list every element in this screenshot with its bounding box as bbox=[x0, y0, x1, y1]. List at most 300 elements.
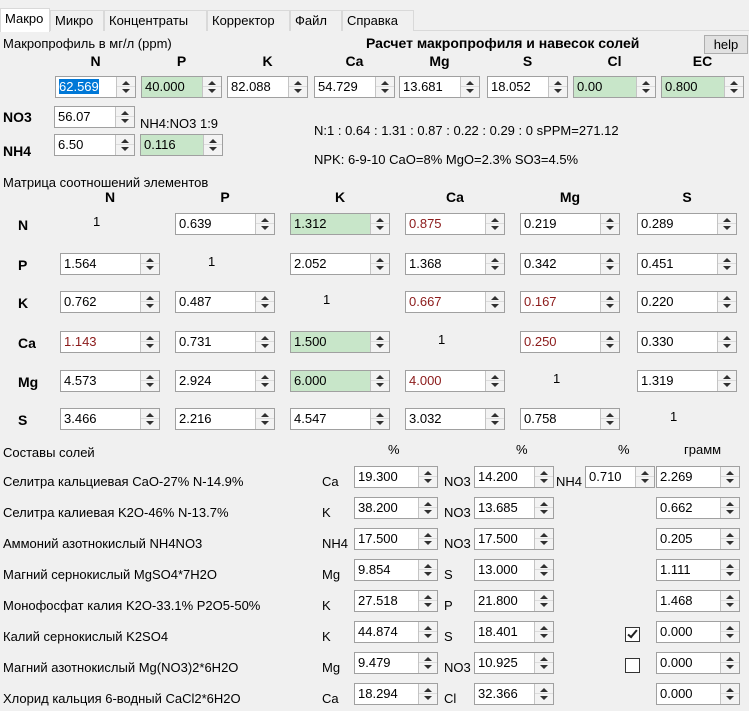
salt-element-1: Ca bbox=[322, 691, 339, 706]
matrix-title: Матрица соотношений элементов bbox=[3, 175, 209, 190]
arrow-up-icon bbox=[726, 564, 734, 568]
arrow-up-icon bbox=[540, 626, 548, 630]
arrow-down-icon bbox=[491, 304, 499, 308]
salt-value-1[interactable]: 44.874 bbox=[354, 621, 438, 643]
macro-col-ec: EC bbox=[692, 53, 713, 69]
spinner-buttons[interactable] bbox=[370, 371, 389, 391]
arrow-up-icon bbox=[424, 657, 432, 661]
arrow-down-icon bbox=[121, 119, 129, 123]
arrow-down-icon bbox=[723, 344, 731, 348]
arrow-down-icon bbox=[540, 603, 548, 607]
macro-col-k: K bbox=[262, 53, 273, 69]
salt-value-1[interactable]: 18.294 bbox=[354, 683, 438, 705]
matrix-col-n: N bbox=[104, 189, 116, 205]
matrix-cell-ca-k[interactable]: 1.500 bbox=[290, 331, 390, 353]
arrow-up-icon bbox=[606, 413, 614, 417]
matrix-col-p: P bbox=[220, 189, 230, 205]
tab-micro[interactable]: Микро bbox=[50, 10, 104, 31]
arrow-down-icon bbox=[726, 572, 734, 576]
arrow-down-icon bbox=[606, 421, 614, 425]
macro-profile-label: Макропрофиль в мг/л (ppm) bbox=[3, 36, 172, 51]
matrix-diagonal: 1 bbox=[553, 371, 561, 386]
nh4-ratio-input[interactable]: 0.116 bbox=[140, 134, 223, 156]
arrow-down-icon bbox=[540, 572, 548, 576]
arrow-down-icon bbox=[723, 226, 731, 230]
salt-value-2[interactable]: 13.685 bbox=[474, 497, 554, 519]
arrow-down-icon bbox=[726, 665, 734, 669]
arrow-up-icon bbox=[723, 258, 731, 262]
arrow-down-icon bbox=[146, 383, 154, 387]
spinner-buttons[interactable] bbox=[370, 214, 389, 234]
spinner-buttons[interactable] bbox=[717, 332, 736, 352]
spinner-buttons[interactable] bbox=[534, 529, 553, 549]
arrow-up-icon bbox=[491, 296, 499, 300]
spinner-buttons[interactable] bbox=[370, 332, 389, 352]
salt-name: Аммоний азотнокислый NH4NO3 bbox=[3, 536, 203, 551]
arrow-down-icon bbox=[121, 147, 129, 151]
salt-grams[interactable]: 0.000 bbox=[656, 621, 740, 643]
nh4-no3-ratio-label: NH4:NO3 1:9 bbox=[140, 116, 219, 131]
salt-value-1[interactable]: 27.518 bbox=[354, 590, 438, 612]
arrow-up-icon bbox=[376, 258, 384, 262]
matrix-cell-n-ca[interactable]: 0.875 bbox=[405, 213, 505, 235]
arrow-down-icon bbox=[723, 383, 731, 387]
spinner-buttons[interactable] bbox=[534, 498, 553, 518]
matrix-cell-mg-n[interactable]: 4.573 bbox=[60, 370, 160, 392]
salt-name: Селитра калиевая K2O-46% N-13.7% bbox=[3, 505, 229, 520]
matrix-cell-ca-mg[interactable]: 0.250 bbox=[520, 331, 620, 353]
spinner-buttons[interactable] bbox=[724, 77, 743, 97]
spinner-buttons[interactable] bbox=[140, 371, 159, 391]
salt-value-2[interactable]: 32.366 bbox=[474, 683, 554, 705]
arrow-up-icon bbox=[146, 336, 154, 340]
salt-element-1: K bbox=[322, 505, 331, 520]
matrix-row-n: N bbox=[18, 217, 29, 233]
arrow-up-icon bbox=[376, 375, 384, 379]
spinner-buttons[interactable] bbox=[115, 135, 134, 155]
arrow-up-icon bbox=[723, 336, 731, 340]
arrow-down-icon bbox=[146, 421, 154, 425]
salt-grams[interactable]: 2.269 bbox=[656, 466, 740, 488]
salt-element-2: Cl bbox=[444, 691, 457, 706]
spinner-buttons[interactable] bbox=[418, 622, 437, 642]
arrow-up-icon bbox=[606, 258, 614, 262]
spinner-buttons[interactable] bbox=[600, 214, 619, 234]
matrix-cell-p-k[interactable]: 2.052 bbox=[290, 253, 390, 275]
arrow-up-icon bbox=[723, 218, 731, 222]
matrix-cell-k-mg[interactable]: 0.167 bbox=[520, 291, 620, 313]
matrix-cell-n-k[interactable]: 1.312 bbox=[290, 213, 390, 235]
matrix-cell-k-p[interactable]: 0.487 bbox=[175, 291, 275, 313]
salt-value-2[interactable]: 18.401 bbox=[474, 621, 554, 643]
nh4-input[interactable]: 6.50 bbox=[54, 134, 135, 156]
matrix-diagonal: 1 bbox=[93, 214, 101, 229]
macro-col-p: P bbox=[176, 53, 187, 69]
matrix-cell-mg-ca[interactable]: 4.000 bbox=[405, 370, 505, 392]
spinner-buttons[interactable] bbox=[534, 591, 553, 611]
spinner-buttons[interactable] bbox=[720, 529, 739, 549]
salt-element-2: NO3 bbox=[444, 505, 471, 520]
salt-value-1[interactable]: 38.200 bbox=[354, 497, 438, 519]
matrix-cell-k-ca[interactable]: 0.667 bbox=[405, 291, 505, 313]
arrow-down-icon bbox=[606, 226, 614, 230]
arrow-down-icon bbox=[642, 89, 650, 93]
spinner-buttons[interactable] bbox=[255, 332, 274, 352]
arrow-up-icon bbox=[261, 336, 269, 340]
arrow-up-icon bbox=[424, 502, 432, 506]
spinner-buttons[interactable] bbox=[534, 653, 553, 673]
salt-name: Селитра кальциевая CaO-27% N-14.9% bbox=[3, 474, 244, 489]
matrix-cell-mg-p[interactable]: 2.924 bbox=[175, 370, 275, 392]
spinner-buttons[interactable] bbox=[720, 684, 739, 704]
salt-grams[interactable]: 1.468 bbox=[656, 590, 740, 612]
spinner-buttons[interactable] bbox=[288, 77, 307, 97]
salt-element-2: S bbox=[444, 629, 453, 644]
arrow-up-icon bbox=[424, 533, 432, 537]
matrix-col-mg: Mg bbox=[559, 189, 581, 205]
spinner-buttons[interactable] bbox=[534, 467, 553, 487]
arrow-down-icon bbox=[606, 266, 614, 270]
macro-input-n[interactable]: 62.569 bbox=[55, 76, 136, 98]
matrix-cell-ca-n[interactable]: 1.143 bbox=[60, 331, 160, 353]
spinner-buttons[interactable] bbox=[600, 254, 619, 274]
matrix-row-mg: Mg bbox=[18, 374, 39, 390]
pct-header-3: % bbox=[618, 442, 630, 457]
arrow-down-icon bbox=[261, 304, 269, 308]
salt-element-2: NO3 bbox=[444, 660, 471, 675]
arrow-up-icon bbox=[726, 626, 734, 630]
salt-checkbox[interactable] bbox=[625, 658, 640, 673]
arrow-up-icon bbox=[261, 413, 269, 417]
matrix-cell-s-n[interactable]: 3.466 bbox=[60, 408, 160, 430]
spinner-buttons[interactable] bbox=[418, 560, 437, 580]
arrow-up-icon bbox=[642, 81, 650, 85]
salt-value-1[interactable]: 17.500 bbox=[354, 528, 438, 550]
salt-value-3[interactable]: 0.710 bbox=[585, 466, 655, 488]
arrow-up-icon bbox=[294, 81, 302, 85]
matrix-diagonal: 1 bbox=[208, 254, 216, 269]
matrix-cell-k-n[interactable]: 0.762 bbox=[60, 291, 160, 313]
arrow-down-icon bbox=[424, 479, 432, 483]
arrow-down-icon bbox=[261, 421, 269, 425]
arrow-down-icon bbox=[491, 226, 499, 230]
tab-corrector[interactable]: Корректор bbox=[207, 10, 290, 31]
macro-col-n: N bbox=[90, 53, 101, 69]
arrow-down-icon bbox=[146, 344, 154, 348]
arrow-down-icon bbox=[726, 696, 734, 700]
arrow-down-icon bbox=[540, 510, 548, 514]
arrow-down-icon bbox=[606, 344, 614, 348]
no3-label: NO3 bbox=[3, 109, 32, 125]
arrow-up-icon bbox=[122, 81, 130, 85]
arrow-down-icon bbox=[540, 696, 548, 700]
matrix-cell-n-mg[interactable]: 0.219 bbox=[520, 213, 620, 235]
arrow-down-icon bbox=[726, 541, 734, 545]
matrix-cell-mg-s[interactable]: 1.319 bbox=[637, 370, 737, 392]
spinner-buttons[interactable] bbox=[255, 214, 274, 234]
spinner-buttons[interactable] bbox=[600, 292, 619, 312]
arrow-up-icon bbox=[261, 296, 269, 300]
arrow-up-icon bbox=[726, 533, 734, 537]
spinner-buttons[interactable] bbox=[418, 498, 437, 518]
spinner-buttons[interactable] bbox=[255, 371, 274, 391]
matrix-cell-p-s[interactable]: 0.451 bbox=[637, 253, 737, 275]
matrix-diagonal: 1 bbox=[323, 292, 331, 307]
spinner-buttons[interactable] bbox=[140, 332, 159, 352]
salt-value-2[interactable]: 10.925 bbox=[474, 652, 554, 674]
spinner-buttons[interactable] bbox=[202, 77, 221, 97]
arrow-up-icon bbox=[540, 657, 548, 661]
spinner-buttons[interactable] bbox=[485, 292, 504, 312]
matrix-col-s: S bbox=[682, 189, 692, 205]
arrow-up-icon bbox=[491, 258, 499, 262]
macro-input-k[interactable]: 82.088 bbox=[227, 76, 308, 98]
spinner-buttons[interactable] bbox=[717, 214, 736, 234]
salt-value-2[interactable]: 21.800 bbox=[474, 590, 554, 612]
spinner-buttons[interactable] bbox=[485, 254, 504, 274]
macro-input-mg[interactable]: 13.681 bbox=[399, 76, 480, 98]
spinner-buttons[interactable] bbox=[717, 371, 736, 391]
spinner-buttons[interactable] bbox=[717, 292, 736, 312]
macro-col-cl: Cl bbox=[607, 53, 622, 69]
salt-element-1: NH4 bbox=[322, 536, 349, 551]
arrow-up-icon bbox=[606, 218, 614, 222]
spinner-buttons[interactable] bbox=[720, 498, 739, 518]
arrow-up-icon bbox=[540, 471, 548, 475]
salt-element-2: NO3 bbox=[444, 536, 471, 551]
spinner-buttons[interactable] bbox=[140, 254, 159, 274]
arrow-up-icon bbox=[726, 595, 734, 599]
spinner-buttons[interactable] bbox=[720, 560, 739, 580]
matrix-col-k: K bbox=[334, 189, 346, 205]
calc-title: Расчет макропрофиля и навесок солей bbox=[366, 35, 640, 51]
spinner-buttons[interactable] bbox=[203, 135, 222, 155]
no3-input[interactable]: 56.07 bbox=[54, 106, 135, 128]
arrow-up-icon bbox=[208, 81, 216, 85]
arrow-up-icon bbox=[466, 81, 474, 85]
spinner-buttons[interactable] bbox=[635, 467, 654, 487]
spinner-buttons[interactable] bbox=[720, 622, 739, 642]
matrix-cell-ca-s[interactable]: 0.330 bbox=[637, 331, 737, 353]
macro-input-cl[interactable]: 0.00 bbox=[573, 76, 656, 98]
matrix-diagonal: 1 bbox=[670, 409, 678, 424]
matrix-cell-p-ca[interactable]: 1.368 bbox=[405, 253, 505, 275]
arrow-down-icon bbox=[723, 266, 731, 270]
matrix-cell-p-n[interactable]: 1.564 bbox=[60, 253, 160, 275]
spinner-buttons[interactable] bbox=[418, 591, 437, 611]
arrow-down-icon bbox=[261, 344, 269, 348]
matrix-cell-mg-k[interactable]: 6.000 bbox=[290, 370, 390, 392]
arrow-down-icon bbox=[554, 89, 562, 93]
spinner-buttons[interactable] bbox=[418, 529, 437, 549]
arrow-down-icon bbox=[726, 510, 734, 514]
spinner-buttons[interactable] bbox=[370, 254, 389, 274]
arrow-down-icon bbox=[466, 89, 474, 93]
matrix-cell-n-s[interactable]: 0.289 bbox=[637, 213, 737, 235]
arrow-down-icon bbox=[376, 344, 384, 348]
salt-value-2[interactable]: 13.000 bbox=[474, 559, 554, 581]
macro-panel bbox=[0, 31, 749, 711]
salt-checkbox[interactable] bbox=[625, 627, 640, 642]
spinner-buttons[interactable] bbox=[534, 560, 553, 580]
arrow-up-icon bbox=[491, 218, 499, 222]
spinner-buttons[interactable] bbox=[636, 77, 655, 97]
arrow-down-icon bbox=[723, 304, 731, 308]
arrow-up-icon bbox=[540, 564, 548, 568]
arrow-down-icon bbox=[376, 421, 384, 425]
gram-header: грамм bbox=[684, 442, 722, 457]
arrow-up-icon bbox=[730, 81, 738, 85]
salt-value-2[interactable]: 17.500 bbox=[474, 528, 554, 550]
spinner-buttons[interactable] bbox=[140, 409, 159, 429]
macro-col-mg: Mg bbox=[429, 53, 450, 69]
spinner-buttons[interactable] bbox=[116, 77, 135, 97]
arrow-down-icon bbox=[491, 266, 499, 270]
spinner-buttons[interactable] bbox=[600, 409, 619, 429]
tab-concentrates[interactable]: Концентраты bbox=[104, 10, 207, 31]
matrix-diagonal: 1 bbox=[438, 332, 446, 347]
spinner-buttons[interactable] bbox=[717, 254, 736, 274]
spinner-buttons[interactable] bbox=[485, 409, 504, 429]
salt-grams[interactable]: 0.000 bbox=[656, 652, 740, 674]
arrow-down-icon bbox=[294, 89, 302, 93]
arrow-up-icon bbox=[540, 502, 548, 506]
arrow-up-icon bbox=[726, 471, 734, 475]
salt-grams[interactable]: 0.662 bbox=[656, 497, 740, 519]
salt-grams[interactable]: 0.205 bbox=[656, 528, 740, 550]
spinner-buttons[interactable] bbox=[600, 332, 619, 352]
arrow-up-icon bbox=[540, 688, 548, 692]
arrow-up-icon bbox=[146, 413, 154, 417]
salt-name: Монофосфат калия K2O-33.1% P2O5-50% bbox=[3, 598, 261, 613]
matrix-cell-s-ca[interactable]: 3.032 bbox=[405, 408, 505, 430]
matrix-cell-s-mg[interactable]: 0.758 bbox=[520, 408, 620, 430]
arrow-up-icon bbox=[424, 471, 432, 475]
macro-input-p[interactable]: 40.000 bbox=[141, 76, 222, 98]
arrow-up-icon bbox=[491, 413, 499, 417]
salt-element-2: NO3 bbox=[444, 474, 471, 489]
salt-value-2[interactable]: 14.200 bbox=[474, 466, 554, 488]
arrow-down-icon bbox=[726, 603, 734, 607]
spinner-buttons[interactable] bbox=[418, 653, 437, 673]
arrow-down-icon bbox=[424, 665, 432, 669]
matrix-col-ca: Ca bbox=[446, 189, 464, 205]
arrow-up-icon bbox=[723, 375, 731, 379]
matrix-cell-n-p[interactable]: 0.639 bbox=[175, 213, 275, 235]
spinner-buttons[interactable] bbox=[255, 409, 274, 429]
arrow-down-icon bbox=[376, 266, 384, 270]
npk-summary: NPK: 6-9-10 CaO=8% MgO=2.3% SO3=4.5% bbox=[314, 152, 579, 167]
spinner-buttons[interactable] bbox=[418, 684, 437, 704]
salt-name: Магний азотнокислый Mg(NO3)2*6H2O bbox=[3, 660, 239, 675]
matrix-row-s: S bbox=[18, 412, 28, 428]
spinner-buttons[interactable] bbox=[534, 622, 553, 642]
arrow-up-icon bbox=[146, 375, 154, 379]
salt-grams[interactable]: 1.111 bbox=[656, 559, 740, 581]
help-button[interactable]: help bbox=[704, 35, 748, 54]
nh4-label: NH4 bbox=[3, 143, 32, 159]
macro-input-s[interactable]: 18.052 bbox=[487, 76, 568, 98]
salt-name: Магний сернокислый MgSO4*7H2O bbox=[3, 567, 217, 582]
arrow-down-icon bbox=[209, 147, 217, 151]
spinner-buttons[interactable] bbox=[485, 214, 504, 234]
arrow-down-icon bbox=[424, 510, 432, 514]
arrow-down-icon bbox=[726, 479, 734, 483]
spinner-buttons[interactable] bbox=[534, 684, 553, 704]
matrix-cell-ca-p[interactable]: 0.731 bbox=[175, 331, 275, 353]
arrow-up-icon bbox=[424, 564, 432, 568]
arrow-down-icon bbox=[376, 226, 384, 230]
salt-element-1: Ca bbox=[322, 474, 339, 489]
arrow-up-icon bbox=[261, 375, 269, 379]
tab-help[interactable]: Справка bbox=[342, 10, 414, 31]
arrow-up-icon bbox=[424, 595, 432, 599]
matrix-cell-p-mg[interactable]: 0.342 bbox=[520, 253, 620, 275]
arrow-up-icon bbox=[121, 139, 129, 143]
arrow-down-icon bbox=[641, 479, 649, 483]
arrow-up-icon bbox=[381, 81, 389, 85]
tab-file[interactable]: Файл bbox=[290, 10, 342, 31]
spinner-buttons[interactable] bbox=[375, 77, 394, 97]
salt-value-1[interactable]: 19.300 bbox=[354, 466, 438, 488]
arrow-up-icon bbox=[491, 375, 499, 379]
arrow-up-icon bbox=[376, 336, 384, 340]
arrow-down-icon bbox=[261, 383, 269, 387]
spinner-buttons[interactable] bbox=[255, 292, 274, 312]
salt-grams[interactable]: 0.000 bbox=[656, 683, 740, 705]
spinner-buttons[interactable] bbox=[418, 467, 437, 487]
macro-col-ca: Ca bbox=[345, 53, 364, 69]
spinner-buttons[interactable] bbox=[485, 371, 504, 391]
arrow-up-icon bbox=[424, 626, 432, 630]
arrow-down-icon bbox=[540, 665, 548, 669]
spinner-buttons[interactable] bbox=[460, 77, 479, 97]
tab-bar bbox=[0, 8, 749, 31]
matrix-cell-s-k[interactable]: 4.547 bbox=[290, 408, 390, 430]
arrow-down-icon bbox=[208, 89, 216, 93]
salt-element-1: K bbox=[322, 629, 331, 644]
spinner-buttons[interactable] bbox=[548, 77, 567, 97]
pct-header-2: % bbox=[516, 442, 528, 457]
salt-value-1[interactable]: 9.854 bbox=[354, 559, 438, 581]
salt-element-2: P bbox=[444, 598, 453, 613]
arrow-up-icon bbox=[261, 218, 269, 222]
arrow-down-icon bbox=[424, 541, 432, 545]
spinner-buttons[interactable] bbox=[720, 653, 739, 673]
matrix-cell-k-s[interactable]: 0.220 bbox=[637, 291, 737, 313]
spinner-buttons[interactable] bbox=[115, 107, 134, 127]
arrow-up-icon bbox=[146, 258, 154, 262]
macro-input-ec[interactable]: 0.800 bbox=[661, 76, 744, 98]
salt-value-1[interactable]: 9.479 bbox=[354, 652, 438, 674]
arrow-down-icon bbox=[376, 383, 384, 387]
arrow-up-icon bbox=[121, 111, 129, 115]
arrow-up-icon bbox=[726, 688, 734, 692]
matrix-row-ca: Ca bbox=[18, 335, 36, 351]
macro-input-ca[interactable]: 54.729 bbox=[314, 76, 395, 98]
spinner-buttons[interactable] bbox=[370, 409, 389, 429]
spinner-buttons[interactable] bbox=[720, 591, 739, 611]
arrow-up-icon bbox=[540, 595, 548, 599]
macro-col-s: S bbox=[522, 53, 533, 69]
salt-element-3: NH4 bbox=[556, 474, 583, 489]
spinner-buttons[interactable] bbox=[720, 467, 739, 487]
tab-macro[interactable]: Макро bbox=[0, 8, 50, 32]
matrix-cell-s-p[interactable]: 2.216 bbox=[175, 408, 275, 430]
arrow-down-icon bbox=[491, 383, 499, 387]
salt-element-1: Mg bbox=[322, 660, 341, 675]
spinner-buttons[interactable] bbox=[140, 292, 159, 312]
